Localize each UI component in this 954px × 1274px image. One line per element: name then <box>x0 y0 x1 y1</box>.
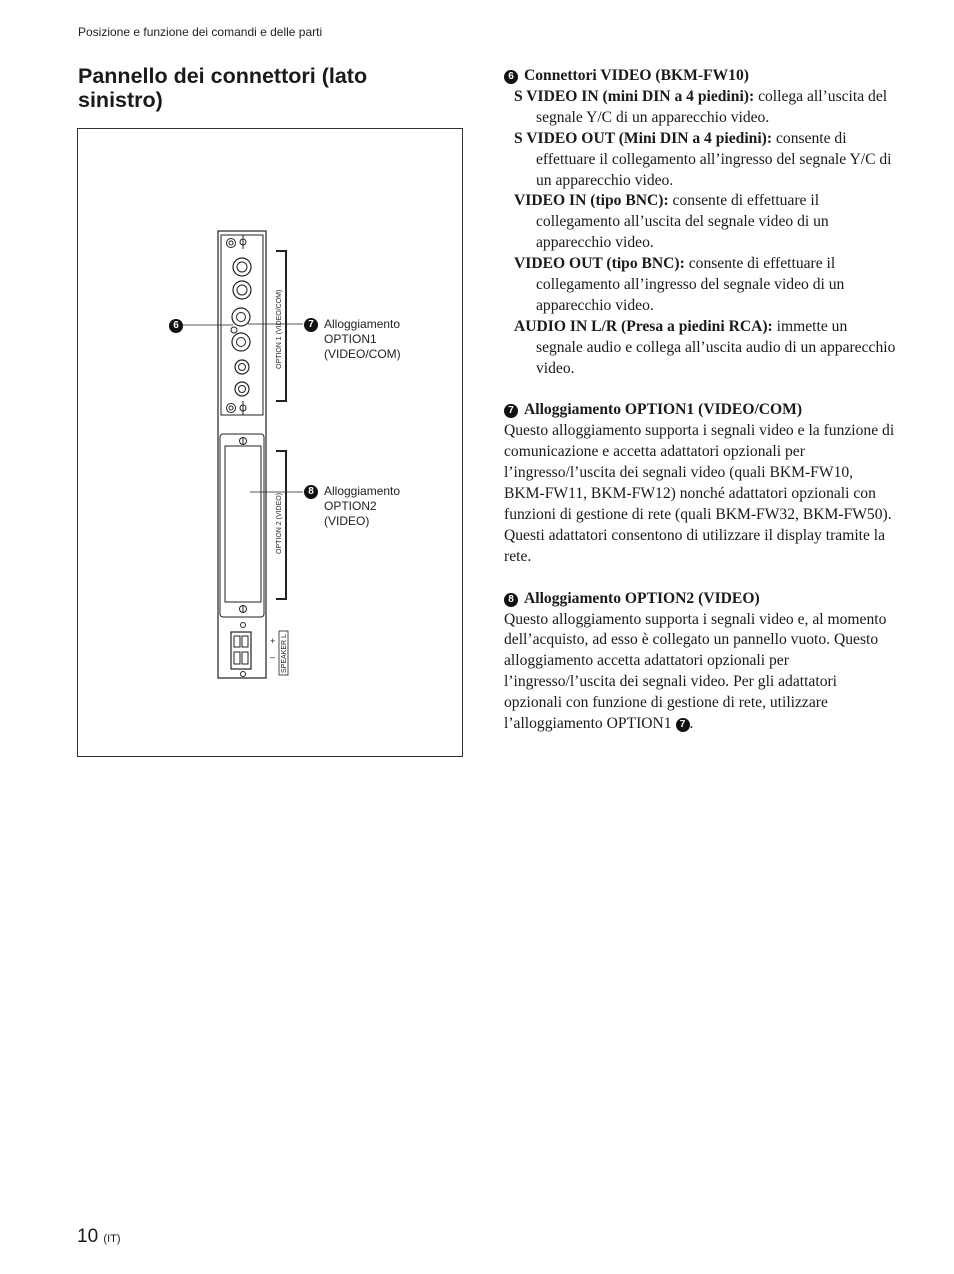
speaker-panel-label: SPEAKER L <box>281 634 288 673</box>
s-video-in-connector-icon <box>233 258 251 276</box>
option1-panel-label: OPTION 1 (VIDEO/COM) <box>276 289 283 369</box>
number-8-badge: 8 <box>504 593 518 607</box>
number-6-badge: 6 <box>169 319 183 333</box>
item-8-block <box>504 589 896 735</box>
sub-item-video-out: VIDEO OUT (tipo BNC): consente di effettuare il collegamento all’ingresso del segnale video di un apparecchio video. <box>514 255 845 314</box>
page-language: (IT) <box>103 1233 121 1245</box>
item-6-title: Connettori VIDEO (BKM-FW10) <box>524 67 749 84</box>
item-6-heading <box>504 66 896 87</box>
item-8-body: Questo alloggiamento supporta i segnali video e, al momento dell’acquisto, ad esso è collegato un pannello vuoto. Questo alloggiamento accetta adattatori opzionali per l’ingresso/l’uscita dei segnali video. Per gli adattatori opzionali con funzione di gestione di rete, utilizzare l’alloggiamento OPTION1 <box>504 610 887 733</box>
item-8-end: . <box>689 715 694 733</box>
running-head: Posizione e funzione dei comandi e delle parti <box>78 25 323 39</box>
callout-7-extra <box>324 332 401 361</box>
item-8-heading <box>504 589 896 610</box>
speaker-plus-label: + <box>270 636 276 646</box>
number-7-ref-badge: 7 <box>676 718 690 732</box>
sub-item-video-in: VIDEO IN (tipo BNC): consente di effettuare il collegamento all’uscita del segnale video di un apparecchio video. <box>514 192 829 252</box>
number-7-badge: 7 <box>504 404 518 418</box>
screw-icon <box>227 404 236 413</box>
screw-icon <box>227 239 236 248</box>
callout-7-line1: Alloggiamento <box>324 317 401 331</box>
s-video-out-connector-icon <box>233 281 251 299</box>
callout-7-line2: OPTION1 <box>324 332 377 346</box>
item-6-block <box>504 66 896 380</box>
section-title: Pannello dei connettori (lato sinistro) <box>78 64 368 112</box>
connector-panel-drawing <box>78 129 464 758</box>
sub-item-audio-in: AUDIO IN L/R (Presa a piedini RCA): immette un segnale audio e collega all’uscita audio di un apparecchio video. <box>514 317 896 377</box>
item-8-body-wrap <box>504 610 896 735</box>
connector-panel-figure <box>77 128 463 757</box>
page-number-value: 10 <box>77 1226 99 1247</box>
sub-item-s-video-out: S VIDEO OUT (Mini DIN a 4 piedini): consente di effettuare il collegamento all’ingresso del segnale Y/C di un apparecchio video. <box>514 129 892 189</box>
option2-module <box>220 434 264 617</box>
speaker-minus-label: – <box>270 652 276 662</box>
screw-icon <box>241 672 246 677</box>
number-8-badge: 8 <box>304 485 318 499</box>
item-7-block <box>504 400 896 567</box>
item-7-heading <box>504 400 896 421</box>
callout-6 <box>169 318 183 333</box>
callout-8-line1: Alloggiamento <box>324 484 401 498</box>
description-column <box>504 66 896 756</box>
page-number <box>77 1226 121 1248</box>
bnc-in-connector-icon <box>232 308 250 326</box>
item-7-title: Alloggiamento OPTION1 (VIDEO/COM) <box>524 401 803 419</box>
callout-7-line3: (VIDEO/COM) <box>324 346 401 361</box>
number-7-badge: 7 <box>304 318 318 332</box>
bnc-out-connector-icon <box>232 333 250 351</box>
option2-panel-label: OPTION 2 (VIDEO) <box>276 492 283 554</box>
option2-blank-plate <box>225 446 261 602</box>
callout-8-extra <box>324 499 377 528</box>
callout-8 <box>304 484 400 499</box>
callout-8-line2: OPTION2 <box>324 499 377 513</box>
screw-icon <box>241 623 246 628</box>
callout-7 <box>304 317 400 332</box>
number-6-badge: 6 <box>504 70 518 84</box>
rca-r-connector-icon <box>235 382 249 396</box>
item-8-title: Alloggiamento OPTION2 (VIDEO) <box>524 589 760 607</box>
rca-l-connector-icon <box>235 360 249 374</box>
callout-8-line3: (VIDEO) <box>324 513 370 528</box>
item-7-body: Questo alloggiamento supporta i segnali video e la funzione di comunicazione e accetta adattatori opzionali per l’ingresso/l’uscita dei segnali video (quali BKM-FW10, BKM-FW11, BKM-FW12) nonché adattatori opzionali con funzioni di gestione di rete (quali BKM-FW32, BKM-FW50). Questi adattatori consentono di utilizzare il display tramite la rete. <box>504 422 895 565</box>
sub-item-s-video-in: S VIDEO IN (mini DIN a 4 piedini): collega all’uscita del segnale Y/C di un apparecchio video. <box>514 87 888 126</box>
